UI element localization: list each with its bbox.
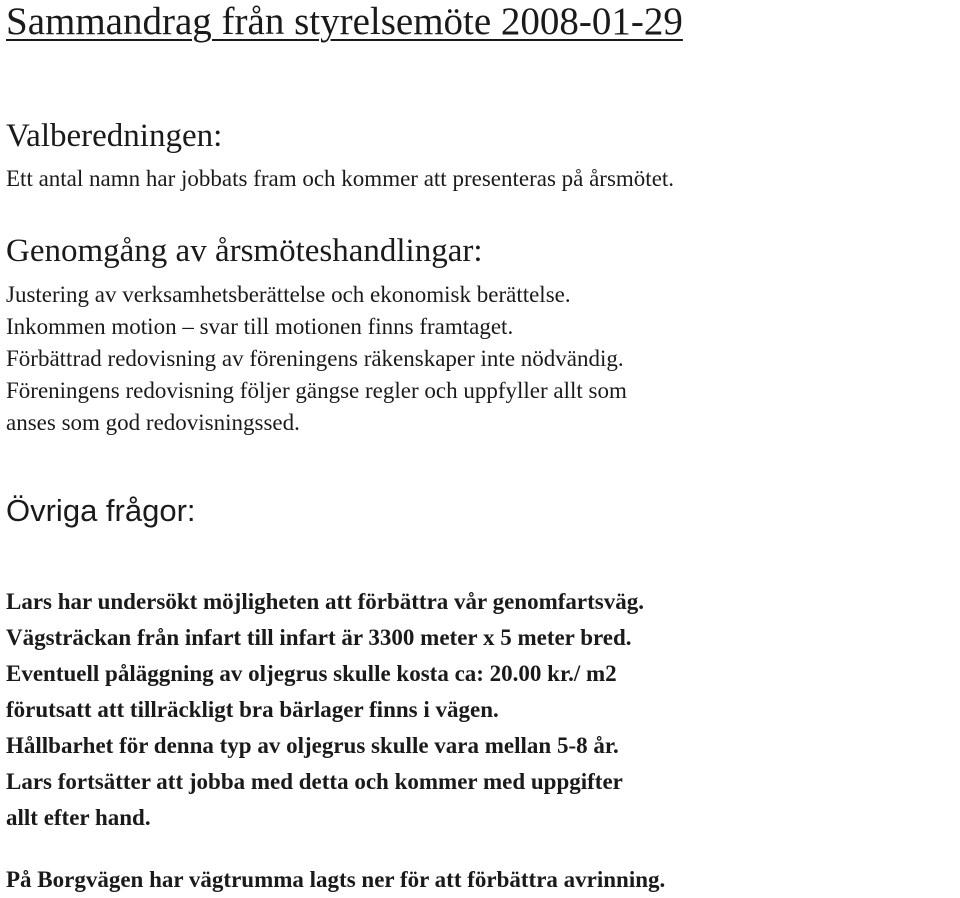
text-line: Eventuell påläggning av oljegrus skulle kosta ca: 20.00 kr./ m2 <box>6 661 617 686</box>
text-line: Inkommen motion – svar till motionen finns framtaget. <box>6 314 514 339</box>
section-body-valberedningen <box>6 163 674 195</box>
text-line: Föreningens redovisning följer gängse regler och uppfyller allt som <box>6 378 627 403</box>
text-line: Justering av verksamhetsberättelse och ekonomisk berättelse. <box>6 282 571 307</box>
text-line: anses som god redovisningssed. <box>6 410 300 435</box>
section-body-genomgang <box>6 279 627 439</box>
text-line: Förbättrad redovisning av föreningens räkenskaper inte nödvändig. <box>6 346 624 371</box>
text-line: förutsatt att tillräckligt bra bärlager finns i vägen. <box>6 697 499 722</box>
text-line: Ett antal namn har jobbats fram och kommer att presenteras på årsmötet. <box>6 166 675 191</box>
section-heading-valberedningen: Valberedningen: <box>6 118 223 154</box>
section-body-ovriga-fragor <box>6 584 644 836</box>
text-line: Lars har undersökt möjligheten att förbättra vår genomfartsväg. <box>6 589 644 614</box>
text-line: allt efter hand. <box>6 805 151 830</box>
document-title: Sammandrag från styrelsemöte 2008-01-29 <box>6 0 683 43</box>
text-line: Hållbarhet för denna typ av oljegrus skulle vara mellan 5-8 år. <box>6 733 619 758</box>
closing-note: På Borgvägen har vägtrumma lagts ner för att förbättra avrinning. <box>6 867 666 892</box>
text-line: Vägsträckan från infart till infart är 3300 meter x 5 meter bred. <box>6 625 632 650</box>
text-line: Lars fortsätter att jobba med detta och kommer med uppgifter <box>6 769 623 794</box>
section-heading-ovriga-fragor: Övriga frågor: <box>6 493 196 528</box>
section-heading-genomgang: Genomgång av årsmöteshandlingar: <box>6 233 483 269</box>
